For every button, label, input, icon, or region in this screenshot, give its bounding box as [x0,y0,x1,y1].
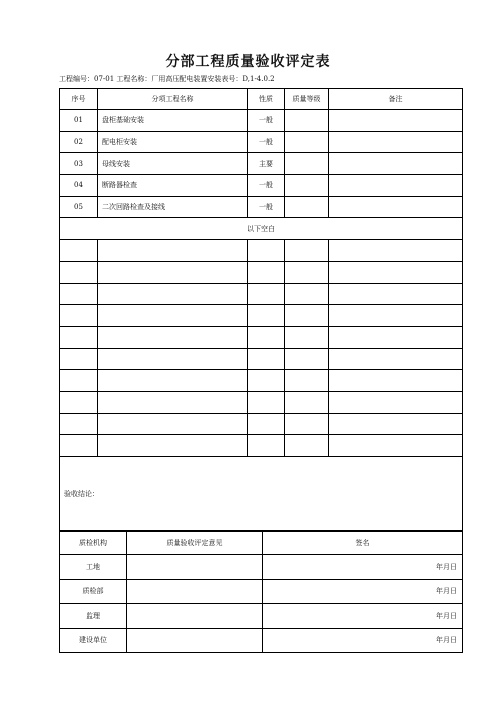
table-row [60,175,463,197]
conclusion-row [60,457,463,532]
empty-row [60,435,463,457]
row-remark [329,153,463,175]
table-row [60,110,463,132]
sign-org: 监理 [60,604,127,628]
blank-note-row [60,218,463,240]
table-row [60,153,463,175]
row-name: 断路器检查 [98,175,248,197]
row-seq: 02 [60,131,98,153]
row-nature: 一般 [248,131,285,153]
empty-row [60,283,463,305]
header-signature: 签名 [263,531,463,555]
conclusion-label: 验收结论： [60,457,463,532]
row-name: 盘柜基础安装 [98,110,248,132]
sign-date: 年月日 [263,555,463,579]
row-grade [285,175,329,197]
sign-opinion [127,579,263,603]
empty-row [60,413,463,435]
sign-opinion [127,628,263,652]
row-remark [329,131,463,153]
row-nature: 一般 [248,196,285,218]
blank-note: 以下空白 [60,218,463,240]
signature-row [60,579,463,603]
row-name: 配电柜安装 [98,131,248,153]
empty-row [60,305,463,327]
row-remark [329,175,463,197]
signature-row [60,604,463,628]
header-opinion: 质量验收评定意见 [127,531,263,555]
row-grade [285,153,329,175]
sign-date: 年月日 [263,604,463,628]
row-grade [285,131,329,153]
row-remark [329,110,463,132]
header-org: 质检机构 [60,531,127,555]
row-nature: 主要 [248,153,285,175]
table-row [60,131,463,153]
sign-opinion [127,555,263,579]
row-seq: 01 [60,110,98,132]
row-name: 二次回路检查及接线 [98,196,248,218]
sign-org: 建设单位 [60,628,127,652]
empty-row [60,391,463,413]
row-seq: 04 [60,175,98,197]
signature-row [60,628,463,652]
header-nature: 性质 [248,89,285,110]
row-nature: 一般 [248,175,285,197]
empty-row [60,370,463,392]
table-row [60,196,463,218]
sign-org: 工地 [60,555,127,579]
signature-table [59,530,463,653]
empty-row [60,261,463,283]
sign-org: 质检部 [60,579,127,603]
row-seq: 05 [60,196,98,218]
header-remark: 备注 [329,89,463,110]
header-name: 分项工程名称 [98,89,248,110]
empty-row [60,240,463,262]
signature-row [60,555,463,579]
sign-opinion [127,604,263,628]
row-nature: 一般 [248,110,285,132]
table-header-row [60,89,463,110]
empty-row [60,326,463,348]
form-title: 分部工程质量验收评定表 [165,54,331,70]
row-remark [329,196,463,218]
header-grade: 质量等级 [285,89,329,110]
signature-header-row [60,531,463,555]
sub-project-table [59,88,463,532]
empty-row [60,348,463,370]
row-grade [285,110,329,132]
header-seq: 序号 [60,89,98,110]
row-name: 母线安装 [98,153,248,175]
sign-date: 年月日 [263,579,463,603]
sign-date: 年月日 [263,628,463,652]
row-seq: 03 [60,153,98,175]
project-info-line: 工程编号：07-01 工程名称：厂用高压配电装置安装表号：D,1-4.0.2 [59,75,275,83]
row-grade [285,196,329,218]
